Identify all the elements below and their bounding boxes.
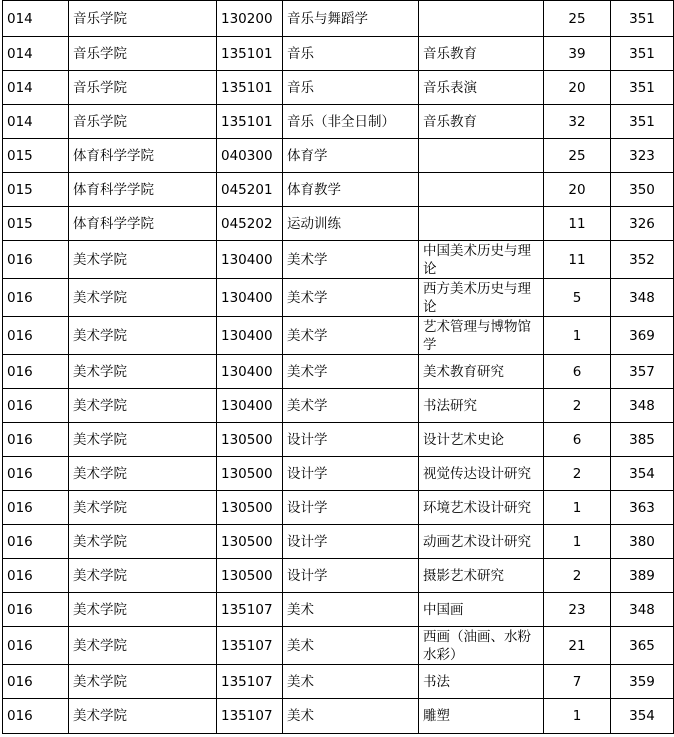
research-direction-cell: 摄影艺术研究 — [419, 559, 544, 593]
score-cell: 348 — [611, 389, 674, 423]
major-name-cell: 设计学 — [283, 525, 419, 559]
college-code-cell: 015 — [3, 173, 69, 207]
research-direction-cell: 艺术管理与博物馆学 — [419, 317, 544, 355]
score-cell: 389 — [611, 559, 674, 593]
quota-cell: 20 — [544, 71, 611, 105]
college-code-cell: 014 — [3, 1, 69, 37]
major-code-cell: 045201 — [217, 173, 283, 207]
table-row — [3, 173, 674, 207]
college-code-cell: 016 — [3, 559, 69, 593]
college-code-cell: 016 — [3, 423, 69, 457]
college-code-cell: 016 — [3, 317, 69, 355]
research-direction-cell: 书法 — [419, 665, 544, 699]
quota-cell: 11 — [544, 207, 611, 241]
research-direction-cell: 动画艺术设计研究 — [419, 525, 544, 559]
college-name-cell: 美术学院 — [69, 423, 217, 457]
score-cell: 351 — [611, 37, 674, 71]
research-direction-cell — [419, 173, 544, 207]
major-code-cell: 130500 — [217, 423, 283, 457]
quota-cell: 1 — [544, 699, 611, 734]
research-direction-cell: 西方美术历史与理论 — [419, 279, 544, 317]
score-cell: 323 — [611, 139, 674, 173]
score-cell: 351 — [611, 71, 674, 105]
major-name-cell: 音乐 — [283, 37, 419, 71]
research-direction-cell: 雕塑 — [419, 699, 544, 734]
college-name-cell: 美术学院 — [69, 593, 217, 627]
major-name-cell: 美术学 — [283, 241, 419, 279]
score-cell: 352 — [611, 241, 674, 279]
college-code-cell: 014 — [3, 37, 69, 71]
college-code-cell: 016 — [3, 525, 69, 559]
score-cell: 357 — [611, 355, 674, 389]
score-cell: 348 — [611, 593, 674, 627]
research-direction-cell: 西画（油画、水粉水彩） — [419, 627, 544, 665]
college-name-cell: 美术学院 — [69, 317, 217, 355]
major-code-cell: 130400 — [217, 389, 283, 423]
college-name-cell: 美术学院 — [69, 525, 217, 559]
major-name-cell: 设计学 — [283, 423, 419, 457]
major-name-cell: 体育学 — [283, 139, 419, 173]
college-name-cell: 美术学院 — [69, 389, 217, 423]
major-name-cell: 美术学 — [283, 279, 419, 317]
college-name-cell: 美术学院 — [69, 241, 217, 279]
college-code-cell: 016 — [3, 355, 69, 389]
quota-cell: 6 — [544, 423, 611, 457]
score-cell: 351 — [611, 1, 674, 37]
major-code-cell: 135107 — [217, 665, 283, 699]
college-name-cell: 美术学院 — [69, 559, 217, 593]
major-name-cell: 音乐（非全日制） — [283, 105, 419, 139]
quota-cell: 25 — [544, 139, 611, 173]
research-direction-cell: 中国画 — [419, 593, 544, 627]
research-direction-cell: 中国美术历史与理论 — [419, 241, 544, 279]
college-code-cell: 016 — [3, 457, 69, 491]
score-cell: 354 — [611, 699, 674, 734]
major-name-cell: 设计学 — [283, 457, 419, 491]
college-name-cell: 音乐学院 — [69, 37, 217, 71]
major-code-cell: 135107 — [217, 593, 283, 627]
table-row — [3, 457, 674, 491]
score-cell: 365 — [611, 627, 674, 665]
table-row — [3, 593, 674, 627]
major-code-cell: 130200 — [217, 1, 283, 37]
quota-cell: 20 — [544, 173, 611, 207]
major-code-cell: 130400 — [217, 317, 283, 355]
college-name-cell: 音乐学院 — [69, 71, 217, 105]
major-name-cell: 美术学 — [283, 389, 419, 423]
major-name-cell: 体育教学 — [283, 173, 419, 207]
score-cell: 380 — [611, 525, 674, 559]
major-code-cell: 040300 — [217, 139, 283, 173]
college-name-cell: 体育科学学院 — [69, 173, 217, 207]
research-direction-cell: 音乐表演 — [419, 71, 544, 105]
college-code-cell: 014 — [3, 71, 69, 105]
college-code-cell: 016 — [3, 491, 69, 525]
college-name-cell: 美术学院 — [69, 627, 217, 665]
quota-cell: 39 — [544, 37, 611, 71]
major-code-cell: 135101 — [217, 37, 283, 71]
college-name-cell: 美术学院 — [69, 491, 217, 525]
major-code-cell: 130400 — [217, 355, 283, 389]
major-name-cell: 设计学 — [283, 559, 419, 593]
research-direction-cell: 书法研究 — [419, 389, 544, 423]
college-code-cell: 016 — [3, 279, 69, 317]
table-row — [3, 317, 674, 355]
major-code-cell: 130400 — [217, 279, 283, 317]
major-code-cell: 130500 — [217, 491, 283, 525]
quota-cell: 23 — [544, 593, 611, 627]
quota-cell: 5 — [544, 279, 611, 317]
major-code-cell: 135101 — [217, 71, 283, 105]
table-row — [3, 665, 674, 699]
admission-score-table — [2, 0, 674, 734]
quota-cell: 1 — [544, 525, 611, 559]
major-name-cell: 美术学 — [283, 355, 419, 389]
college-name-cell: 美术学院 — [69, 457, 217, 491]
score-cell: 363 — [611, 491, 674, 525]
major-code-cell: 135107 — [217, 699, 283, 734]
table-row — [3, 389, 674, 423]
major-code-cell: 045202 — [217, 207, 283, 241]
college-code-cell: 016 — [3, 665, 69, 699]
college-name-cell: 美术学院 — [69, 699, 217, 734]
score-cell: 359 — [611, 665, 674, 699]
college-code-cell: 016 — [3, 241, 69, 279]
college-name-cell: 美术学院 — [69, 355, 217, 389]
table-row — [3, 423, 674, 457]
major-name-cell: 设计学 — [283, 491, 419, 525]
research-direction-cell — [419, 1, 544, 37]
table-row — [3, 105, 674, 139]
major-name-cell: 美术学 — [283, 317, 419, 355]
major-code-cell: 130400 — [217, 241, 283, 279]
table-body — [3, 1, 674, 734]
major-code-cell: 135107 — [217, 627, 283, 665]
quota-cell: 1 — [544, 491, 611, 525]
research-direction-cell: 美术教育研究 — [419, 355, 544, 389]
score-cell: 351 — [611, 105, 674, 139]
major-name-cell: 美术 — [283, 627, 419, 665]
quota-cell: 2 — [544, 389, 611, 423]
table-row — [3, 1, 674, 37]
major-name-cell: 音乐 — [283, 71, 419, 105]
quota-cell: 11 — [544, 241, 611, 279]
research-direction-cell: 音乐教育 — [419, 37, 544, 71]
major-code-cell: 130500 — [217, 457, 283, 491]
research-direction-cell: 音乐教育 — [419, 105, 544, 139]
major-name-cell: 美术 — [283, 593, 419, 627]
college-code-cell: 016 — [3, 699, 69, 734]
quota-cell: 21 — [544, 627, 611, 665]
table-row — [3, 37, 674, 71]
table-row — [3, 71, 674, 105]
major-code-cell: 130500 — [217, 525, 283, 559]
college-code-cell: 016 — [3, 593, 69, 627]
table-row — [3, 241, 674, 279]
college-code-cell: 015 — [3, 207, 69, 241]
quota-cell: 2 — [544, 457, 611, 491]
table-row — [3, 525, 674, 559]
major-name-cell: 音乐与舞蹈学 — [283, 1, 419, 37]
quota-cell: 6 — [544, 355, 611, 389]
college-name-cell: 音乐学院 — [69, 105, 217, 139]
research-direction-cell — [419, 207, 544, 241]
table-row — [3, 139, 674, 173]
major-code-cell: 135101 — [217, 105, 283, 139]
table-row — [3, 699, 674, 734]
research-direction-cell — [419, 139, 544, 173]
college-code-cell: 015 — [3, 139, 69, 173]
quota-cell: 32 — [544, 105, 611, 139]
major-code-cell: 130500 — [217, 559, 283, 593]
score-cell: 385 — [611, 423, 674, 457]
quota-cell: 2 — [544, 559, 611, 593]
major-name-cell: 美术 — [283, 699, 419, 734]
table-row — [3, 355, 674, 389]
table-row — [3, 627, 674, 665]
research-direction-cell: 视觉传达设计研究 — [419, 457, 544, 491]
college-code-cell: 016 — [3, 627, 69, 665]
college-name-cell: 美术学院 — [69, 665, 217, 699]
research-direction-cell: 设计艺术史论 — [419, 423, 544, 457]
score-cell: 326 — [611, 207, 674, 241]
quota-cell: 7 — [544, 665, 611, 699]
college-name-cell: 美术学院 — [69, 279, 217, 317]
college-code-cell: 014 — [3, 105, 69, 139]
table-row — [3, 559, 674, 593]
score-cell: 348 — [611, 279, 674, 317]
college-name-cell: 体育科学学院 — [69, 207, 217, 241]
quota-cell: 1 — [544, 317, 611, 355]
score-cell: 354 — [611, 457, 674, 491]
table-row — [3, 207, 674, 241]
table-row — [3, 279, 674, 317]
score-cell: 369 — [611, 317, 674, 355]
quota-cell: 25 — [544, 1, 611, 37]
college-name-cell: 体育科学学院 — [69, 139, 217, 173]
table-row — [3, 491, 674, 525]
major-name-cell: 美术 — [283, 665, 419, 699]
score-cell: 350 — [611, 173, 674, 207]
college-name-cell: 音乐学院 — [69, 1, 217, 37]
college-code-cell: 016 — [3, 389, 69, 423]
research-direction-cell: 环境艺术设计研究 — [419, 491, 544, 525]
major-name-cell: 运动训练 — [283, 207, 419, 241]
